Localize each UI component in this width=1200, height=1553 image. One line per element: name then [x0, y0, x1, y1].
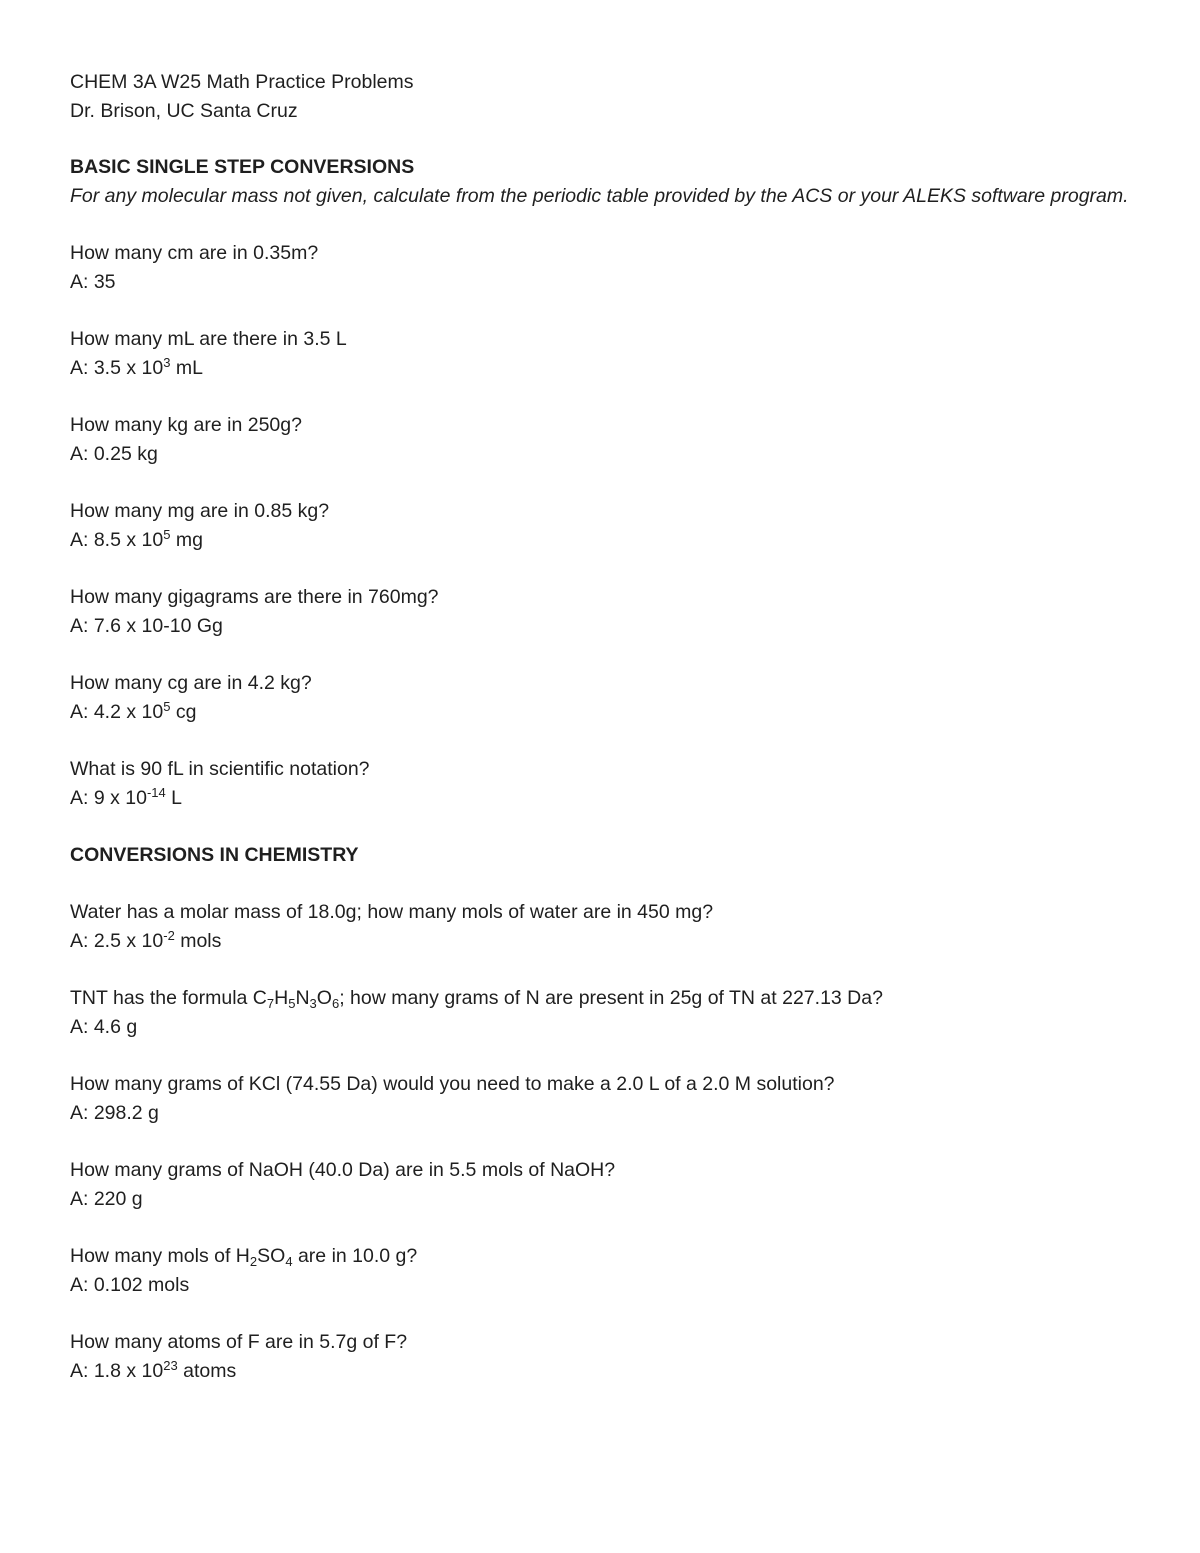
question-4: How many mg are in 0.85 kg?	[70, 500, 330, 522]
answer-1: A: 35	[70, 271, 116, 293]
question-5: How many gigagrams are there in 760mg?	[70, 586, 439, 608]
answer-2: A: 3.5 x $10^3$ mL	[70, 355, 203, 379]
instructor-line: Dr. Brison, UC Santa Cruz	[70, 100, 298, 122]
instructions-text: For any molecular mass not given, calculate from the periodic table provided by the ACS or your ALEKS software program.	[70, 185, 1129, 207]
chem-question-1: Water has a molar mass of 18.0g; how many mols of water are in 450 mg?	[70, 901, 714, 923]
chem-answer-1: A: 2.5 x $10^{-2}$ mols	[70, 928, 222, 952]
section-heading-chemistry: CONVERSIONS IN CHEMISTRY	[70, 844, 359, 866]
course-title: CHEM 3A W25 Math Practice Problems	[70, 71, 414, 93]
question-6: How many cg are in 4.2 kg?	[70, 672, 312, 694]
chem-question-6: How many atoms of F are in 5.7g of F?	[70, 1331, 408, 1353]
section-heading-basic: BASIC SINGLE STEP CONVERSIONS	[70, 156, 415, 178]
answer-5: A: 7.6 x 10-10 Gg	[70, 615, 223, 637]
answer-7: A: 9 x $10^{-14}$ L	[70, 785, 183, 809]
question-3: How many kg are in 250g?	[70, 414, 302, 436]
chem-question-5: How many mols of $H_2SO_4$ are in 10.0 g?	[70, 1245, 418, 1269]
chem-answer-5: A: 0.102 mols	[70, 1274, 190, 1296]
chem-question-2: TNT has the formula $C_7H_5N_3O_6$; how many grams of N are present in 25g of TN at 227.13 Da?	[70, 987, 883, 1011]
chem-answer-6: A: 1.8 x $10^{23}$ atoms	[70, 1358, 237, 1382]
question-2: How many mL are there in 3.5 L	[70, 328, 347, 350]
answer-3: A: 0.25 kg	[70, 443, 158, 465]
chem-answer-2: A: 4.6 g	[70, 1016, 138, 1038]
chem-question-3: How many grams of KCl (74.55 Da) would you need to make a 2.0 L of a 2.0 M solution?	[70, 1073, 835, 1095]
answer-4: A: 8.5 x $10^5$ mg	[70, 527, 203, 551]
document-page	[70, 68, 1130, 1386]
chem-answer-4: A: 220 g	[70, 1188, 143, 1210]
question-1: How many cm are in 0.35m?	[70, 242, 319, 264]
chem-answer-3: A: 298.2 g	[70, 1102, 159, 1124]
question-7: What is 90 fL in scientific notation?	[70, 758, 370, 780]
chem-question-4: How many grams of NaOH (40.0 Da) are in 5.5 mols of NaOH?	[70, 1159, 616, 1181]
answer-6: A: 4.2 x $10^5$ cg	[70, 699, 197, 723]
